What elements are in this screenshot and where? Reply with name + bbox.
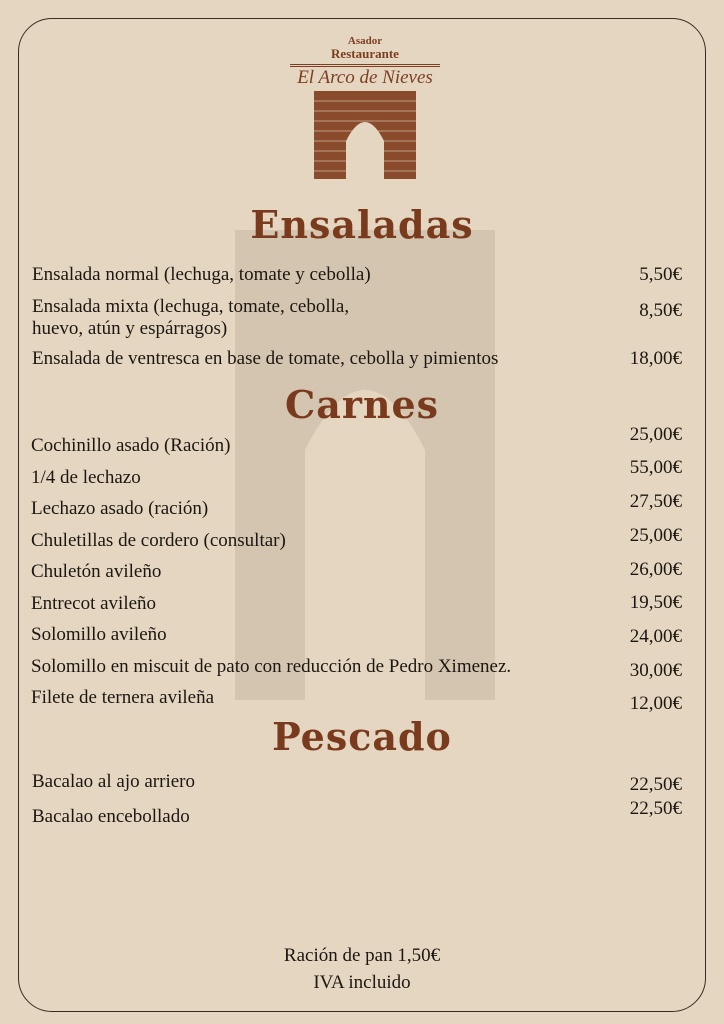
item-price: 19,50€ bbox=[629, 592, 682, 613]
restaurant-logo bbox=[290, 36, 440, 179]
item-price: 22,50€ bbox=[629, 774, 682, 795]
section-title-carnes: Carnes bbox=[284, 382, 440, 427]
item-price: 24,00€ bbox=[629, 626, 682, 647]
item-price: 55,00€ bbox=[629, 457, 682, 478]
item-name: Entrecot avileño bbox=[31, 593, 157, 614]
item-name: Ensalada normal (lechuga, tomate y cebolla) bbox=[32, 264, 371, 285]
item-price: 25,00€ bbox=[629, 525, 682, 546]
item-price: 27,50€ bbox=[629, 491, 682, 512]
menu-item bbox=[32, 771, 682, 793]
logo-asador: Asador bbox=[347, 35, 383, 47]
item-name: Bacalao al ajo arriero bbox=[32, 771, 195, 792]
item-price: 12,00€ bbox=[629, 693, 682, 714]
menu-item bbox=[32, 348, 682, 370]
item-price: 22,50€ bbox=[629, 798, 682, 819]
menu-item bbox=[32, 296, 682, 340]
menu-item bbox=[31, 530, 681, 552]
item-price: 5,50€ bbox=[639, 264, 682, 285]
item-name: Bacalao encebollado bbox=[32, 806, 190, 827]
menu-item bbox=[31, 687, 681, 709]
menu-item bbox=[31, 498, 681, 520]
menu-item bbox=[31, 467, 681, 489]
item-name: Cochinillo asado (Ración) bbox=[31, 435, 231, 456]
item-name: Chuletón avileño bbox=[31, 561, 162, 582]
item-price: 26,00€ bbox=[629, 559, 682, 580]
logo-name: El Arco de Nieves bbox=[290, 64, 440, 89]
item-name: Chuletillas de cordero (consultar) bbox=[31, 530, 286, 551]
section-title-ensaladas: Ensaladas bbox=[250, 202, 474, 247]
menu-item bbox=[32, 806, 682, 828]
item-name: Ensalada mixta (lechuga, tomate, cebolla, bbox=[32, 296, 350, 317]
menu-item bbox=[31, 561, 681, 583]
logo-restaurante: Restaurante bbox=[331, 46, 399, 61]
item-name: Solomillo avileño bbox=[31, 624, 167, 645]
vat-note: IVA incluido bbox=[313, 972, 411, 993]
item-price: 18,00€ bbox=[629, 348, 682, 369]
item-price: 8,50€ bbox=[639, 300, 682, 321]
section-title-pescado: Pescado bbox=[272, 714, 452, 759]
item-price: 25,00€ bbox=[629, 424, 682, 445]
menu-item bbox=[32, 264, 682, 286]
item-name-continued: huevo, atún y espárragos) bbox=[32, 318, 228, 339]
menu-item bbox=[31, 435, 681, 457]
item-name: 1/4 de lechazo bbox=[31, 467, 141, 488]
menu-item bbox=[31, 656, 681, 678]
menu-item bbox=[31, 624, 681, 646]
arch-icon bbox=[314, 91, 416, 179]
item-name: Solomillo en miscuit de pato con reducción de Pedro Ximenez. bbox=[31, 656, 512, 677]
bread-price-note: Ración de pan 1,50€ bbox=[283, 945, 441, 966]
item-name: Lechazo asado (ración) bbox=[31, 498, 209, 519]
menu-item bbox=[31, 593, 681, 615]
item-name: Filete de ternera avileña bbox=[31, 687, 215, 708]
item-price: 30,00€ bbox=[629, 660, 682, 681]
item-name: Ensalada de ventresca en base de tomate, cebolla y pimientos bbox=[32, 348, 499, 369]
